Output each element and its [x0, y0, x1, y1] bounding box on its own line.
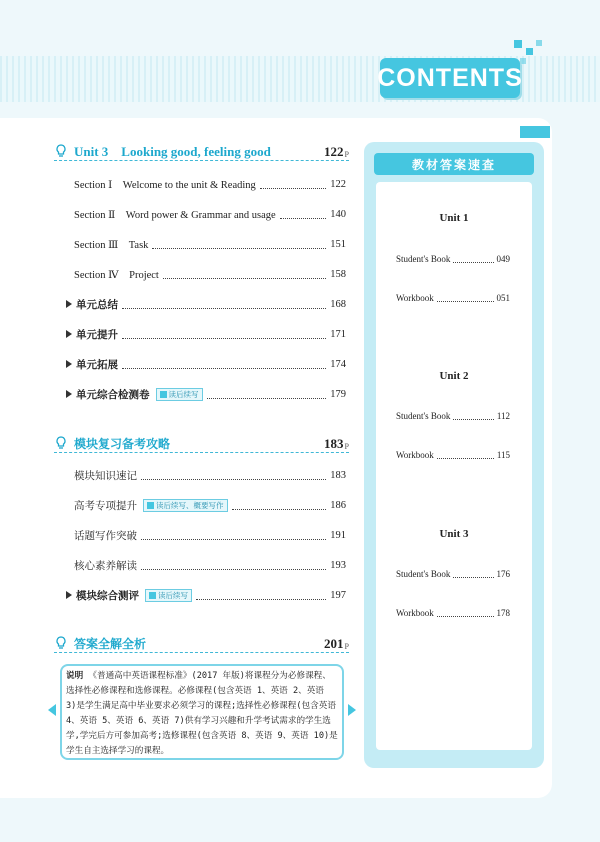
- decor-square: [526, 48, 533, 55]
- leader-dots: [280, 209, 327, 219]
- toc-label: 单元总结: [76, 298, 118, 311]
- sidebar-row-page: 049: [496, 254, 510, 264]
- triangle-left-icon: [48, 704, 56, 716]
- tag-badge: [145, 589, 192, 602]
- section-page: 122: [324, 144, 344, 159]
- sidebar-title: 教材答案速查: [411, 157, 496, 172]
- toc-page: 151: [330, 238, 346, 250]
- toc-label: Section Ⅲ Task: [74, 239, 149, 251]
- page-marker: P: [344, 150, 349, 159]
- sidebar-row[interactable]: [396, 409, 510, 423]
- sidebar-unit-heading: Unit 3: [439, 528, 469, 540]
- toc-label: 单元综合检测卷: [76, 388, 150, 401]
- toc-row[interactable]: [74, 527, 346, 543]
- arrow-right-icon: [66, 591, 72, 599]
- page-marker: P: [344, 642, 349, 651]
- sidebar-row[interactable]: [396, 448, 510, 462]
- leader-dots: [207, 389, 327, 399]
- arrow-right-icon: [66, 360, 72, 368]
- leader-dots: [232, 500, 327, 510]
- leader-dots: [163, 269, 326, 279]
- toc-row[interactable]: [74, 266, 346, 282]
- section-header-review[interactable]: [54, 434, 349, 453]
- toc-page: 193: [330, 559, 346, 571]
- sidebar-row-page: 176: [496, 569, 510, 579]
- toc-row[interactable]: [74, 497, 346, 513]
- toc-row[interactable]: [66, 587, 346, 603]
- sidebar-row-label: Student's Book: [396, 411, 451, 421]
- sidebar-row[interactable]: [396, 291, 510, 305]
- section-page: 201: [324, 636, 344, 651]
- toc-row[interactable]: [74, 467, 346, 483]
- contents-title-box: [377, 58, 523, 98]
- contents-title: CONTENTS: [377, 63, 523, 92]
- toc-row[interactable]: [74, 176, 346, 192]
- toc-row[interactable]: [74, 206, 346, 222]
- arrow-right-icon: [66, 300, 72, 308]
- sidebar-title-box: [374, 153, 534, 175]
- sidebar-row-label: Workbook: [396, 450, 434, 460]
- toc-page: 122: [330, 178, 346, 190]
- tag-badge: [143, 499, 228, 512]
- leader-dots: [122, 329, 326, 339]
- toc-label: 话题写作突破: [74, 529, 137, 542]
- toc-row[interactable]: [66, 386, 346, 402]
- section-page: 183: [324, 436, 344, 451]
- sidebar-row[interactable]: [396, 606, 510, 620]
- pen-icon: [147, 502, 154, 509]
- bulb-icon: [54, 436, 68, 450]
- leader-dots: [437, 451, 494, 459]
- triangle-right-icon: [348, 704, 356, 716]
- leader-dots: [152, 239, 326, 249]
- toc-page: 168: [330, 298, 346, 310]
- pen-icon: [160, 391, 167, 398]
- badge-text: 读后续写: [168, 389, 199, 399]
- decor-square: [514, 40, 522, 48]
- toc-page: 197: [330, 589, 346, 601]
- toc-label: 模块知识速记: [74, 469, 137, 482]
- sidebar-unit-heading: Unit 1: [439, 212, 469, 224]
- leader-dots: [122, 359, 326, 369]
- toc-row[interactable]: [66, 356, 346, 372]
- toc-page: 179: [330, 388, 346, 400]
- leader-dots: [437, 294, 494, 302]
- tag-badge: [156, 388, 203, 401]
- sidebar-row-label: Student's Book: [396, 254, 451, 264]
- sidebar-row-label: Workbook: [396, 608, 434, 618]
- note-box: [60, 664, 344, 760]
- toc-page: 174: [330, 358, 346, 370]
- section-title: Unit 3 Looking good, feeling good: [74, 144, 271, 159]
- toc-label: Section Ⅱ Word power & Grammar and usage: [74, 209, 276, 221]
- toc-page: 171: [330, 328, 346, 340]
- toc-label: Section Ⅳ Project: [74, 269, 159, 281]
- toc-row[interactable]: [66, 296, 346, 312]
- sidebar-row-page: 112: [496, 411, 510, 421]
- sidebar-row[interactable]: [396, 252, 510, 266]
- arrow-right-icon: [66, 390, 72, 398]
- leader-dots: [260, 179, 326, 189]
- toc-page: 140: [330, 208, 346, 220]
- leader-dots: [453, 570, 493, 578]
- leader-dots: [453, 255, 493, 263]
- leader-dots: [141, 560, 326, 570]
- sidebar-row[interactable]: [396, 567, 510, 581]
- leader-dots: [122, 299, 326, 309]
- leader-dots: [141, 470, 326, 480]
- note-label: 说明: [66, 671, 84, 681]
- toc-page: 158: [330, 268, 346, 280]
- badge-text: 读后续写: [158, 590, 188, 600]
- decor-square: [536, 40, 542, 46]
- toc-label: 高考专项提升: [74, 499, 137, 512]
- leader-dots: [453, 412, 493, 420]
- leader-dots: [141, 530, 326, 540]
- sidebar-row-page: 115: [496, 450, 510, 460]
- toc-row[interactable]: [74, 557, 346, 573]
- toc-label: 核心素养解读: [74, 559, 137, 572]
- toc-row[interactable]: [74, 236, 346, 252]
- section-header-unit3[interactable]: [54, 142, 349, 161]
- panel-tab: [520, 126, 550, 138]
- sidebar-row-label: Workbook: [396, 293, 434, 303]
- toc-page: 183: [330, 469, 346, 481]
- pen-icon: [149, 592, 156, 599]
- sidebar-inner: [376, 182, 532, 750]
- sidebar-row-label: Student's Book: [396, 569, 451, 579]
- toc-page: 186: [330, 499, 346, 511]
- section-title: 答案全解全析: [74, 637, 147, 651]
- toc-label: 单元拓展: [76, 358, 118, 371]
- section-title: 模块复习备考攻略: [74, 437, 171, 451]
- sidebar-row-page: 051: [496, 293, 510, 303]
- toc-page: 191: [330, 529, 346, 541]
- leader-dots: [437, 609, 494, 617]
- toc-label: 单元提升: [76, 328, 118, 341]
- section-header-answers[interactable]: [54, 634, 349, 653]
- toc-label: Section Ⅰ Welcome to the unit & Reading: [74, 179, 256, 191]
- page-marker: P: [344, 442, 349, 451]
- leader-dots: [196, 590, 326, 600]
- note-text: 《普通高中英语课程标准》(2017 年版)将课程分为必修课程、选择性必修课程和选修课程。必修课程(包含英语 1、英语 2、英语 3)是学生满足高中毕业要求必须学习的课程;选择性必修课程(包含英语 4、英语 5、英语 6、英语 7)供有学习兴趣和升学考试需求的学生选学,学完后方可参加高考;选修课程(包含英语 8、英语 9、英语 10)是学生自主选择学习的课程。: [66, 671, 338, 756]
- badge-text: 读后续写、概要写作: [156, 500, 224, 510]
- toc-row[interactable]: [66, 326, 346, 342]
- sidebar-unit-heading: Unit 2: [439, 370, 469, 382]
- arrow-right-icon: [66, 330, 72, 338]
- sidebar-row-page: 178: [496, 608, 510, 618]
- bulb-icon: [54, 636, 68, 650]
- bulb-icon: [54, 144, 68, 158]
- toc-label: 模块综合测评: [76, 589, 139, 602]
